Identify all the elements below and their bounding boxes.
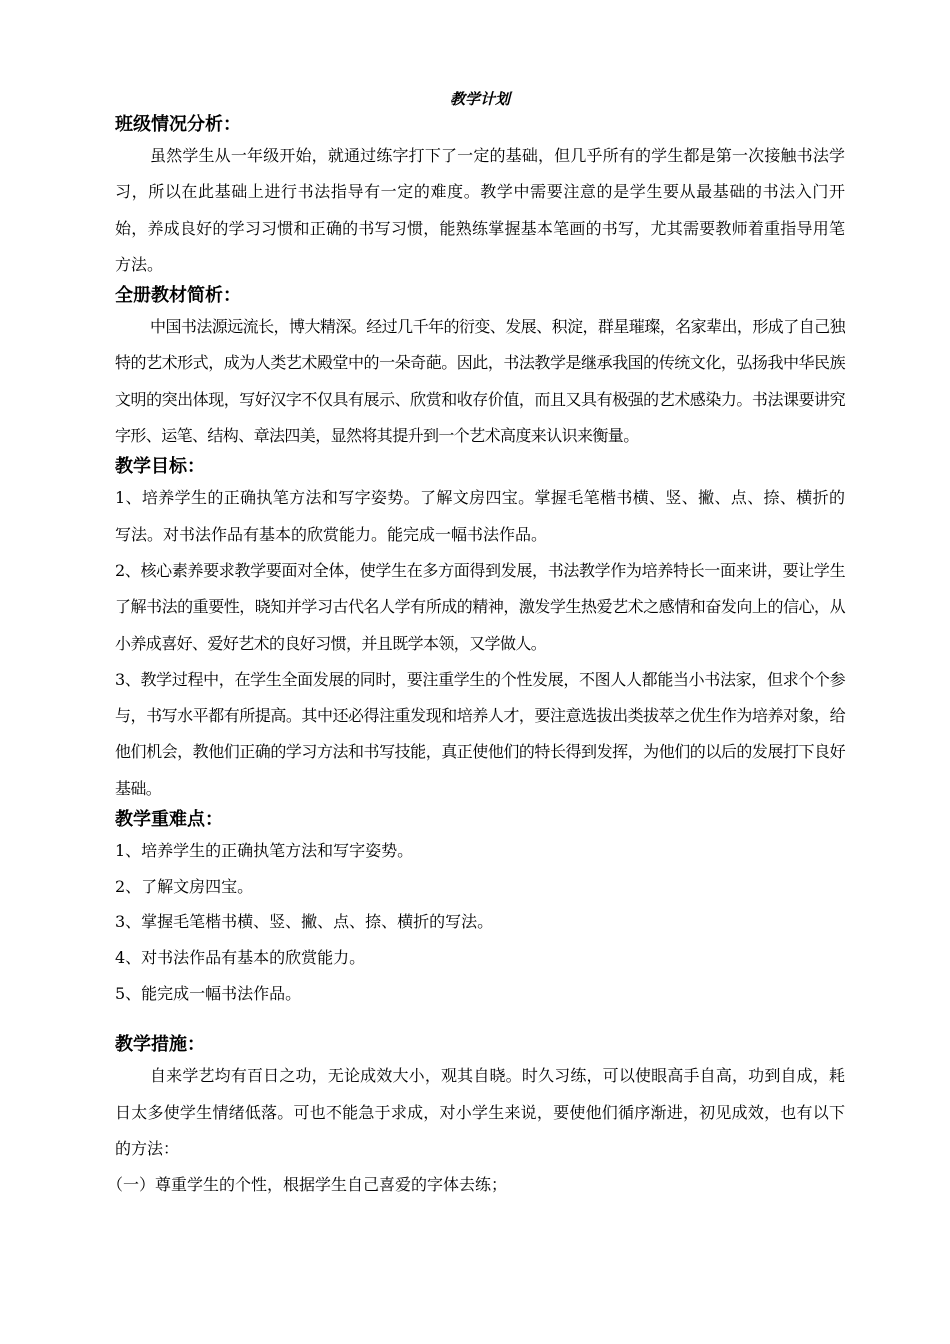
list-item: 4、对书法作品有基本的欣赏能力。 xyxy=(115,948,366,968)
section-teaching-measures xyxy=(107,1032,845,1203)
section-heading: 教学重难点： xyxy=(115,809,223,831)
blank-line xyxy=(115,1011,845,1032)
list-item: 3、掌握毛笔楷书横、竖、撇、点、捺、横折的写法。 xyxy=(115,912,494,932)
section-key-points xyxy=(115,807,845,1011)
section-heading: 教学措施： xyxy=(115,1034,205,1056)
section-heading: 全册教材简析： xyxy=(115,285,241,307)
section-heading: 教学目标： xyxy=(115,456,205,478)
document-title: 教学计划 xyxy=(449,90,510,108)
section-class-analysis xyxy=(115,112,845,283)
document-page xyxy=(107,86,845,1203)
paragraph: 自来学艺均有百日之功，无论成效大小，观其自晓。时久习练，可以使眼高手自高，功到自成，耗日太多使学生情绪低落。可也不能急于求成，对小学生来说，要使他们循序渐进，初见成效，也有以下的方法： xyxy=(115,1066,845,1159)
list-item: 3、教学过程中，在学生全面发展的同时，要注重学生的个性发展，不图人人都能当小书法家，但求个个参与，书写水平都有所提高。其中还必得注重发现和培养人才，要注意选拔出类拔萃之优生作为培养对象，给他们机会，教他们正确的学习方法和书写技能，真正使他们的特长得到发挥，为他们的以后的发展打下良好基础。 xyxy=(115,669,845,798)
list-item: 5、能完成一幅书法作品。 xyxy=(115,983,302,1003)
list-item: 2、核心素养要求教学要面对全体，使学生在多方面得到发展，书法教学作为培养特长一面来讲，要让学生了解书法的重要性，晓知并学习古代名人学有所成的精神，激发学生热爱艺术之感情和奋发向上的信心，从小养成喜好、爱好艺术的良好习惯，并且既学本领，又学做人。 xyxy=(115,560,845,653)
list-item: 1、培养学生的正确执笔方法和写字姿势。 xyxy=(115,841,414,861)
paragraph: 中国书法源远流长，博大精深。经过几千年的衍变、发展、积淀，群星璀璨，名家辈出，形成了自己独特的艺术形式，成为人类艺术殿堂中的一朵奇葩。因此，书法教学是继承我国的传统文化，弘扬我中华民族文明的突出体现，写好汉字不仅具有展示、欣赏和收存价值，而且又具有极强的艺术感染力。书法课要讲究字形、运笔、结构、章法四美，显然将其提升到一个艺术高度来认识来衡量。 xyxy=(115,317,845,446)
list-item: 2、了解文房四宝。 xyxy=(115,876,254,896)
list-item: 1、培养学生的正确执笔方法和写字姿势。了解文房四宝。掌握毛笔楷书横、竖、撇、点、捺、横折的写法。对书法作品有基本的欣赏能力。能完成一幅书法作品。 xyxy=(115,488,845,544)
section-teaching-goals xyxy=(115,454,845,807)
paragraph: 虽然学生从一年级开始，就通过练字打下了一定的基础，但几乎所有的学生都是第一次接触书法学习，所以在此基础上进行书法指导有一定的难度。教学中需要注意的是学生要从最基础的书法入门开始，养成良好的学习习惯和正确的书写习惯，能熟练掌握基本笔画的书写，尤其需要教师着重指导用笔方法。 xyxy=(115,146,845,274)
list-item: （一）尊重学生的个性，根据学生自己喜爱的字体去练； xyxy=(107,1175,508,1195)
section-textbook-analysis xyxy=(115,283,845,454)
section-heading: 班级情况分析： xyxy=(115,114,241,135)
